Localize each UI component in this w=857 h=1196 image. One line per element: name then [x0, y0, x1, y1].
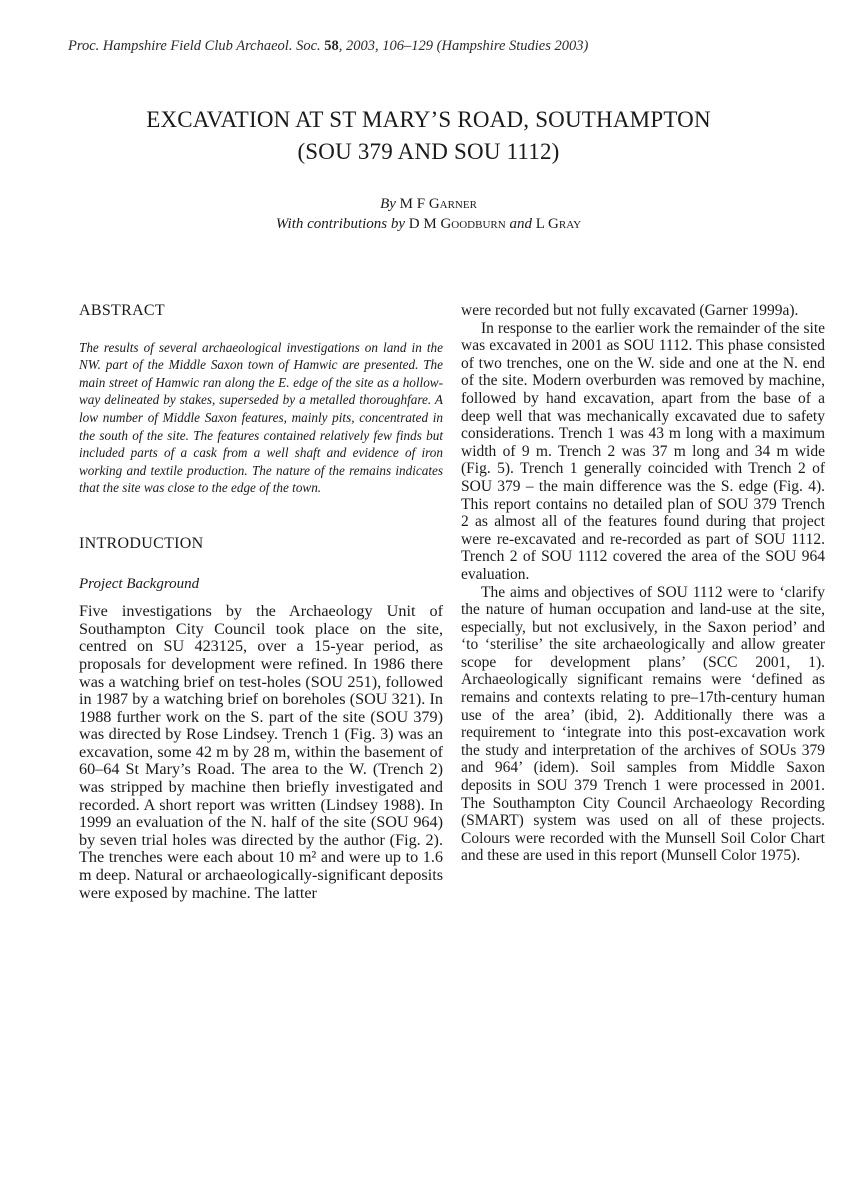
contributors-line — [0, 214, 857, 234]
article-title-line2: (SOU 379 AND SOU 1112) — [297, 139, 560, 164]
abstract-text: The results of several archaeological investigations on land in the NW. part of the Middle Saxon town of Hamwic are presented. The main street of Hamwic ran along the E. edge of the site as a hollow-way delineated by stakes, superseded by a metalled thoroughfare. A low number of Middle Saxon features, mainly pits, concentrated in the south of the site. The features contained relatively few finds but included parts of a cask from a well shaft and evidence of iron working and textile production. The nature of the remains indicates that the site was close to the edge of the town. — [79, 339, 443, 496]
project-background-subheading: Project Background — [79, 575, 200, 592]
journal-header — [68, 38, 808, 55]
journal-header-prefix: Proc. Hampshire Field Club Archaeol. Soc. — [68, 38, 321, 54]
journal-volume: 58 — [324, 38, 339, 54]
right-paragraph-continuation: were recorded but not fully excavated (Garner 1999a). — [461, 302, 799, 319]
author-line — [0, 194, 857, 214]
by-label: By — [380, 196, 396, 212]
contributor-2: L Gray — [535, 216, 582, 232]
byline — [0, 194, 857, 234]
introduction-heading: INTRODUCTION — [79, 534, 204, 552]
contributions-label: With contributions by — [275, 216, 406, 232]
contributor-1: D M Goodburn — [408, 216, 506, 232]
introduction-paragraph-1: Five investigations by the Archaeology Unit of Southampton City Council took place on the site, centred on SU 423125, over a 15-year period, as proposals for development were refined. In 1986 there was a watching brief on test-holes (SOU 251), followed in 1987 by a watching brief on boreholes (SOU 321). In 1988 further work on the S. part of the site (SOU 379) was directed by Rose Lindsey. Trench 1 (Fig. 3) was an excavation, some 42 m by 28 m, within the basement of 60–64 St Mary’s Road. The area to the W. (Trench 2) was stripped by machine then briefly investigated and recorded. A short report was written (Lindsey 1988). In 1999 an evaluation of the N. half of the site (SOU 964) by seven trial holes was directed by the author (Fig. 2). The trenches were each about 10 m² and were up to 1.6 m deep. Natural or archaeologically-significant deposits were exposed by machine. The latter — [79, 602, 443, 902]
and-label: and — [509, 216, 532, 232]
right-column — [461, 302, 825, 865]
author-name: M F Garner — [399, 196, 477, 212]
abstract-heading: ABSTRACT — [79, 302, 165, 319]
article-title — [0, 104, 857, 168]
journal-header-suffix: , 2003, 106–129 (Hampshire Studies 2003) — [338, 38, 589, 54]
right-paragraph-2: In response to the earlier work the remainder of the site was excavated in 2001 as SOU 1112. This phase consisted of two trenches, one on the W. side and one at the N. end of the site. Modern overburden was removed by machine, followed by hand excavation, apart from the base of a deep well that was mechanically excavated due to safety considerations. Trench 1 was 43 m long with a maximum width of 9 m. Trench 2 was 37 m long and 34 m wide (Fig. 5). Trench 1 generally coincided with Trench 2 of SOU 379 – the main difference was the S. edge (Fig. 4). This report contains no detailed plan of SOU 379 Trench 2 as almost all of the features found during that project were re-excavated and re-recorded as part of SOU 1112. Trench 2 of SOU 1112 covered the area of the SOU 964 evaluation. — [461, 319, 825, 583]
article-title-line1: EXCAVATION AT ST MARY’S ROAD, SOUTHAMPTON — [146, 107, 711, 132]
right-paragraph-3: The aims and objectives of SOU 1112 were to ‘clarify the nature of human occupation and land-use at the site, especially, but not exclusively, in the Saxon period’ and ‘to ‘sterilise’ the site archaeologically and allow greater scope for development plans’ (SCC 2001, 1). Archaeologically significant remains were ‘defined as remains and contexts relating to pre–17th-century human use of the area’ (ibid, 2). Additionally there was a requirement to ‘integrate into this post-excavation work the study and interpretation of the archives of SOUs 379 and 964’ (idem). Soil samples from Middle Saxon deposits in SOU 379 Trench 1 were processed in 2001. The Southampton City Council Archaeology Recording (SMART) system was used on all of these projects. Colours were recorded with the Munsell Soil Color Chart and these are used in this report (Munsell Color 1975). — [461, 583, 825, 865]
left-column — [79, 302, 443, 902]
